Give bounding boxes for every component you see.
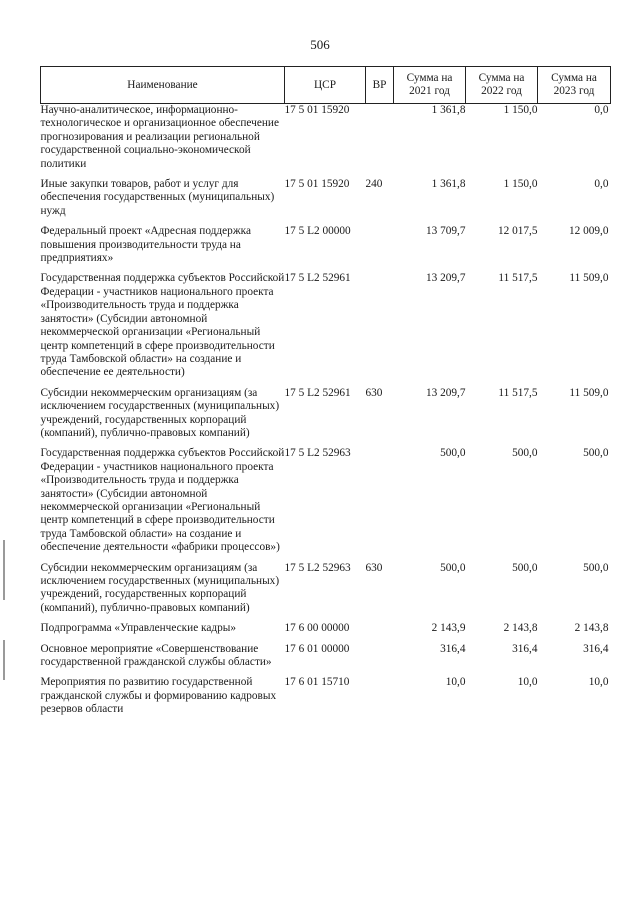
cell-sum-2022: 10,0 bbox=[517, 676, 538, 689]
cell-name: Основное мероприятие «Совершенствование государственной гражданской службы области» bbox=[40, 642, 272, 669]
cell-sum-2023: 2 143,8 bbox=[574, 622, 609, 635]
cell-sum-2023: 10,0 bbox=[588, 676, 609, 689]
cell-name: Государственная поддержка субъектов Российской Федерации - участников национального проекта «Производительность труда и поддержка занятости» (Субсидии автономной некоммерческой организации «Региональный центр компетенций в сфере производительности труда Тамбовской области» на создание и обеспечение ее деятельности) bbox=[40, 272, 285, 379]
cell-csr: 17 5 L2 52961 bbox=[284, 272, 351, 285]
cell-vr bbox=[366, 272, 394, 386]
cell-sum-2023: 12 009,0 bbox=[568, 225, 609, 238]
cell-vr bbox=[366, 622, 394, 642]
cell-vr: 630 bbox=[365, 561, 383, 574]
cell-csr: 17 5 01 15920 bbox=[284, 104, 350, 116]
cell-vr: 630 bbox=[365, 386, 383, 399]
cell-csr: 17 6 01 15710 bbox=[284, 676, 350, 689]
header-sum-2022: Сумма на 2022 год bbox=[466, 67, 538, 104]
header-sum-2023: Сумма на 2023 год bbox=[538, 67, 611, 104]
cell-vr bbox=[366, 447, 394, 561]
cell-name: Государственная поддержка субъектов Российской Федерации - участников национального проекта «Производительность труда и поддержка занятости» (Субсидии автономной некоммерческой организации «Региональный центр компетенций в сфере производительности труда Тамбовской области» на создание и обеспечение деятельности «фабрики процессов») bbox=[40, 447, 285, 554]
cell-sum-2023: 500,0 bbox=[583, 447, 609, 460]
cell-vr: 240 bbox=[365, 178, 383, 191]
cell-sum-2021: 316,4 bbox=[440, 642, 466, 655]
cell-csr: 17 5 L2 52963 bbox=[284, 447, 351, 460]
table-row bbox=[41, 676, 611, 723]
cell-sum-2023: 500,0 bbox=[583, 561, 609, 574]
table-row bbox=[41, 178, 611, 225]
cell-sum-2021: 1 361,8 bbox=[431, 178, 466, 191]
cell-sum-2022: 1 150,0 bbox=[503, 178, 538, 191]
cell-sum-2022: 11 517,5 bbox=[498, 272, 538, 285]
cell-sum-2023: 316,4 bbox=[583, 642, 609, 655]
table-row bbox=[41, 225, 611, 272]
cell-name: Мероприятия по развитию государственной гражданской службы и формированию кадровых резервов области bbox=[40, 676, 277, 716]
cell-sum-2022: 316,4 bbox=[512, 642, 538, 655]
cell-sum-2023: 11 509,0 bbox=[569, 272, 609, 285]
header-sum-2021: Сумма на 2021 год bbox=[394, 67, 466, 104]
cell-csr: 17 6 00 00000 bbox=[284, 622, 350, 635]
cell-sum-2021: 500,0 bbox=[440, 447, 466, 460]
cell-csr: 17 5 L2 52961 bbox=[284, 386, 351, 399]
cell-name: Федеральный проект «Адресная поддержка повышения производительности труда на предприятиях» bbox=[40, 225, 251, 265]
cell-name: Иные закупки товаров, работ и услуг для обеспечения государственных (муниципальных) нужд bbox=[40, 178, 275, 217]
scan-edge-mark bbox=[3, 540, 5, 600]
cell-vr bbox=[366, 643, 394, 677]
table-row bbox=[41, 104, 611, 179]
cell-vr bbox=[366, 676, 394, 723]
cell-vr bbox=[366, 104, 394, 179]
header-name: Наименование bbox=[41, 67, 285, 104]
cell-sum-2022: 1 150,0 bbox=[503, 104, 538, 116]
cell-sum-2022: 500,0 bbox=[512, 447, 538, 460]
cell-sum-2023: 0,0 bbox=[594, 178, 609, 191]
scan-edge-mark bbox=[3, 640, 5, 680]
cell-sum-2023: 11 509,0 bbox=[569, 386, 609, 399]
header-csr: ЦСР bbox=[285, 67, 366, 104]
table-header-row bbox=[41, 67, 611, 104]
table-row bbox=[41, 447, 611, 561]
cell-sum-2021: 500,0 bbox=[440, 561, 466, 574]
cell-sum-2021: 13 209,7 bbox=[425, 272, 466, 285]
cell-sum-2022: 2 143,8 bbox=[503, 622, 538, 635]
page-number: 506 bbox=[310, 37, 330, 52]
cell-csr: 17 6 01 00000 bbox=[284, 642, 350, 655]
cell-csr: 17 5 L2 00000 bbox=[284, 225, 351, 238]
table-row bbox=[41, 272, 611, 386]
cell-name: Научно-аналитическое, информационно-технологическое и организационное обеспечение прогнозирования и реализации региональной государственной социально-экономической политики bbox=[40, 104, 279, 170]
cell-sum-2021: 13 709,7 bbox=[425, 225, 466, 238]
cell-csr: 17 5 L2 52963 bbox=[284, 561, 351, 574]
cell-name: Подпрограмма «Управленческие кадры» bbox=[40, 622, 236, 635]
budget-table bbox=[40, 66, 611, 724]
cell-name: Субсидии некоммерческим организациям (за исключением государственных (муниципальных) учреждений, государственных корпораций (компаний), публично-правовых компаний) bbox=[40, 386, 280, 439]
table-row bbox=[41, 622, 611, 642]
table-row bbox=[41, 643, 611, 677]
header-vr: ВР bbox=[366, 67, 394, 104]
cell-csr: 17 5 01 15920 bbox=[284, 178, 350, 191]
cell-sum-2022: 11 517,5 bbox=[498, 386, 538, 399]
cell-sum-2021: 13 209,7 bbox=[425, 386, 466, 399]
cell-sum-2022: 12 017,5 bbox=[497, 225, 538, 238]
table-row bbox=[41, 387, 611, 448]
cell-sum-2023: 0,0 bbox=[594, 104, 609, 116]
cell-sum-2022: 500,0 bbox=[512, 561, 538, 574]
cell-vr bbox=[366, 225, 394, 272]
cell-sum-2021: 10,0 bbox=[445, 676, 466, 689]
cell-sum-2021: 1 361,8 bbox=[431, 104, 466, 116]
cell-name: Субсидии некоммерческим организациям (за исключением государственных (муниципальных) учреждений, государственных корпораций (компаний), публично-правовых компаний) bbox=[40, 561, 280, 614]
cell-sum-2021: 2 143,9 bbox=[431, 622, 466, 635]
table-row bbox=[41, 562, 611, 623]
